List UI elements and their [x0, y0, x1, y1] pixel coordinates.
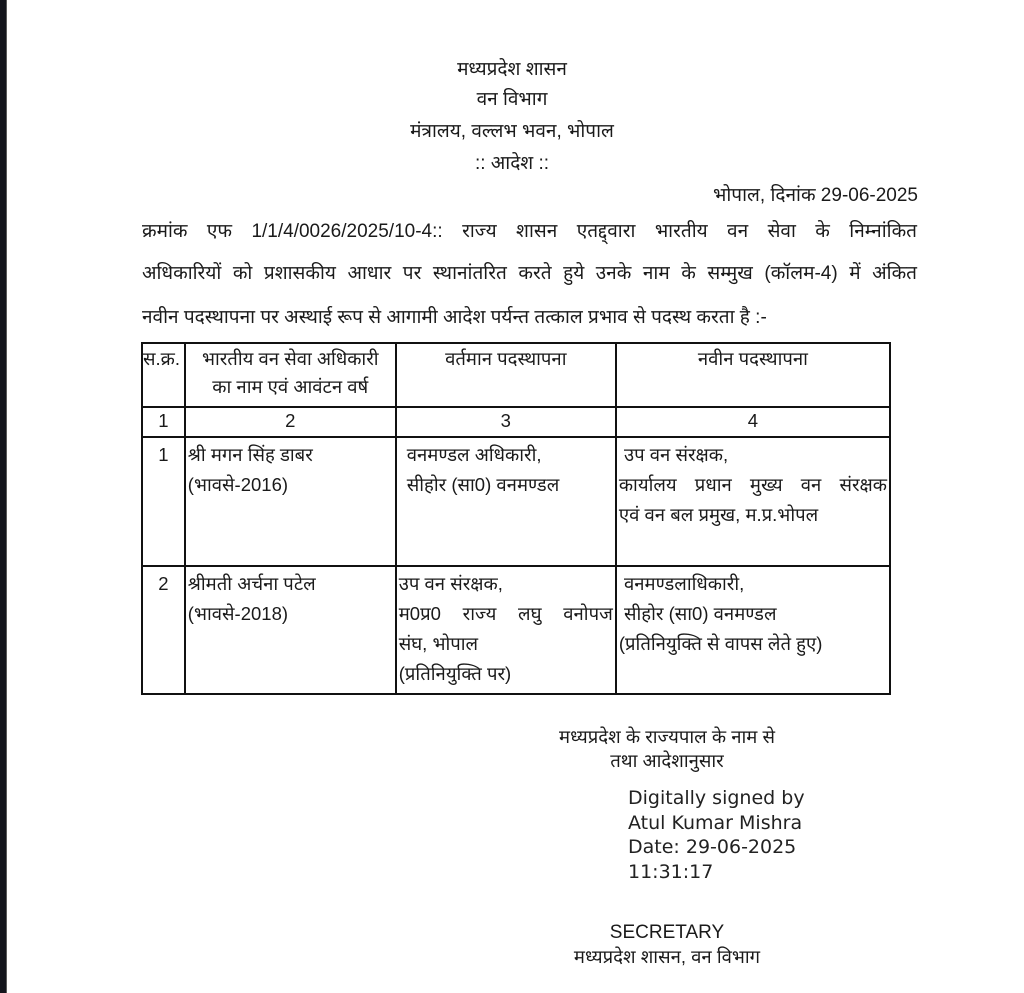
signatory-office: मध्यप्रदेश शासन, वन विभाग: [573, 946, 761, 967]
table-row: [142, 437, 890, 566]
header-new-posting: नवीन पदस्थापना: [616, 343, 890, 407]
column-number: 4: [616, 407, 890, 437]
closing-line-1: मध्यप्रदेश के राज्यपाल के नाम से: [559, 726, 775, 747]
order-title: :: आदेश ::: [474, 153, 550, 174]
signature-date: Date: 29-06-2025: [628, 836, 797, 858]
header-officer: भारतीय वन सेवा अधिकारी का नाम एवं आवंटन वर्ष: [185, 343, 396, 407]
signature-line-1: Digitally signed by: [628, 787, 805, 809]
order-body-line-2: अधिकारियों को प्रशासकीय आधार पर स्थानांतरित करते हुये उनके नाम के सम्मुख (कॉलम-4) में अंकित: [142, 263, 917, 284]
row-serial: 1: [142, 437, 185, 566]
address-heading: मंत्रालय, वल्लभ भवन, भोपाल: [410, 121, 614, 142]
table-header-row: [142, 343, 890, 407]
table-row: [142, 566, 890, 694]
officer-name: श्री मगन सिंह डाबर: [187, 444, 313, 465]
order-date: भोपाल, दिनांक 29-06-2025: [713, 185, 918, 206]
order-body-line-1: क्रमांक एफ 1/1/4/0026/2025/10-4:: राज्य शासन एतद्द्वारा भारतीय वन सेवा के निम्नांकित: [142, 221, 917, 242]
new-posting-cell: वनमण्डलाधिकारी, सीहोर (सा0) वनमण्डल (प्रतिनियुक्ति से वापस लेते हुए): [616, 566, 890, 694]
header-current-posting: वर्तमान पदस्थापना: [396, 343, 616, 407]
current-posting-cell: वनमण्डल अधिकारी, सीहोर (सा0) वनमण्डल: [396, 437, 616, 566]
officer-batch: (भावसे-2016): [187, 474, 289, 495]
officer-cell: [185, 566, 396, 694]
closing-line-2: तथा आदेशानुसार: [610, 750, 724, 771]
viewer-left-edge: [0, 0, 7, 993]
column-number: 1: [142, 407, 185, 437]
signatory-designation: SECRETARY: [609, 922, 725, 943]
transfer-table: [141, 342, 891, 695]
row-serial: 2: [142, 566, 185, 694]
column-number: 2: [185, 407, 396, 437]
officer-name: श्रीमती अर्चना पटेल: [187, 573, 316, 594]
new-posting-cell: उप वन संरक्षक, कार्यालय प्रधान मुख्य वन संरक्षक एवं वन बल प्रमुख, म.प्र.भोपल: [616, 437, 890, 566]
header-serial: स.क्र.: [142, 343, 185, 407]
order-body-line-3: नवीन पदस्थापना पर अस्थाई रूप से आगामी आदेश पर्यन्त तत्काल प्रभाव से पदस्थ करता है :-: [142, 307, 767, 328]
column-number-row: [142, 407, 890, 437]
current-posting-cell: उप वन संरक्षक, म0प्र0 राज्य लघु वनोपज संघ, भोपाल (प्रतिनियुक्ति पर): [396, 566, 616, 694]
signature-time: 11:31:17: [628, 860, 714, 883]
department-heading: वन विभाग: [476, 89, 548, 110]
government-heading: मध्यप्रदेश शासन: [457, 59, 567, 80]
signature-name: Atul Kumar Mishra: [628, 811, 803, 834]
officer-cell: [185, 437, 396, 566]
officer-batch: (भावसे-2018): [187, 603, 289, 624]
column-number: 3: [396, 407, 616, 437]
digital-signature: [628, 786, 805, 884]
